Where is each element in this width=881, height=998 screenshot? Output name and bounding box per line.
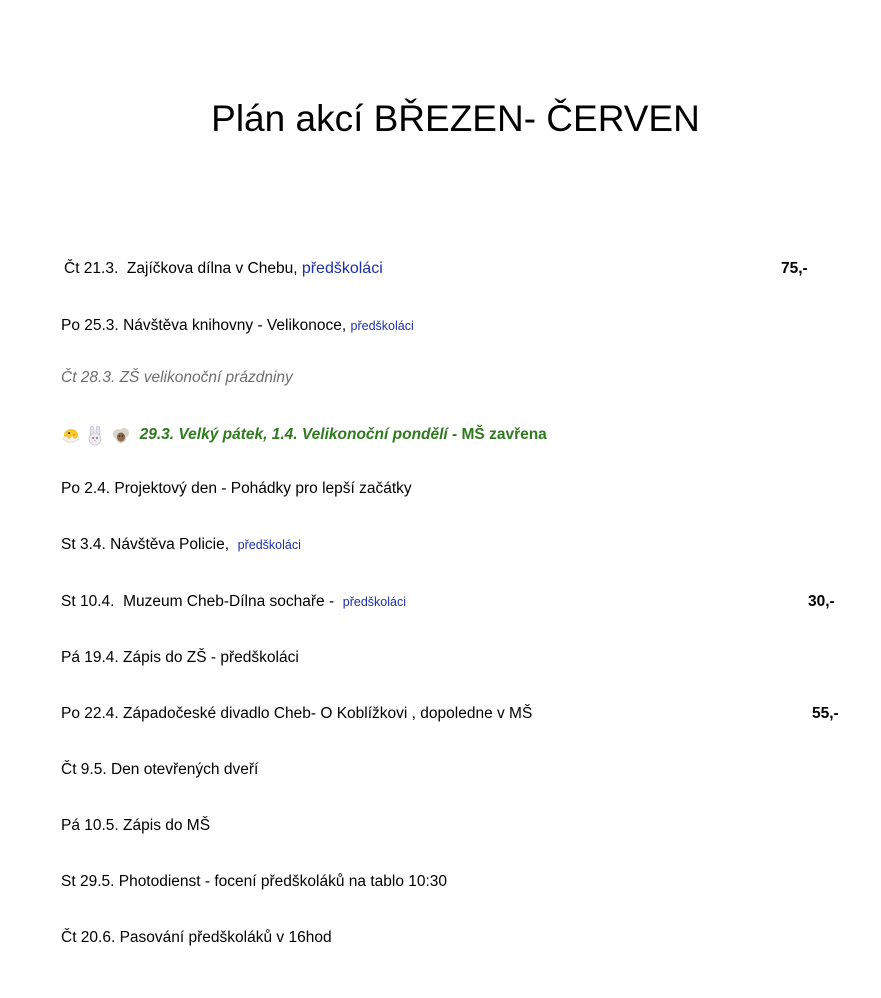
event-price: 75,- xyxy=(781,260,808,277)
sheep-icon xyxy=(110,426,132,446)
event-date: St 3.4. xyxy=(61,536,106,553)
event-price: 30,- xyxy=(808,593,835,610)
event-text: 29.3. Velký pátek, 1.4. Velikonoční pondělí - xyxy=(139,426,458,443)
event-item xyxy=(61,703,532,725)
easter-emojis xyxy=(61,425,132,445)
event-text: Návštěva knihovny - Velikonoce, xyxy=(123,317,347,334)
event-item xyxy=(64,258,383,280)
rabbit-icon xyxy=(85,426,105,446)
event-text: Čt 9.5. Den otevřených dveří xyxy=(61,761,259,778)
event-text: Pá 19.4. Zápis do ZŠ - předškoláci xyxy=(61,649,299,666)
event-item-holiday xyxy=(61,424,547,446)
event-text: Po 2.4. Projektový den - Pohádky pro lepší začátky xyxy=(61,480,412,497)
event-date: Po 25.3. xyxy=(61,317,119,334)
event-text: St 29.5. Photodienst - focení předškoláků na tablo 10:30 xyxy=(61,873,448,890)
event-date: St 10.4. xyxy=(61,593,115,610)
event-text: Pá 10.5. Zápis do MŠ xyxy=(61,817,211,834)
event-tag: předškoláci xyxy=(342,595,406,609)
event-item xyxy=(61,647,299,669)
event-item xyxy=(61,367,293,389)
event-item xyxy=(61,534,301,556)
event-item xyxy=(61,591,406,613)
page-title: Plán akcí BŘEZEN- ČERVEN xyxy=(211,98,700,139)
event-tag: předškoláci xyxy=(237,538,301,552)
event-text: Čt 28.3. ZŠ velikonoční prázdniny xyxy=(61,369,293,386)
event-date: Čt 21.3. xyxy=(64,260,119,277)
event-item xyxy=(61,815,210,837)
event-item xyxy=(61,759,258,781)
event-item xyxy=(61,315,414,337)
event-tag: předškoláci xyxy=(301,260,383,277)
event-text: Po 22.4. Západočeské divadlo Cheb- O Koblížkovi , dopoledne v MŠ xyxy=(61,705,533,722)
closed-notice: MŠ zavřena xyxy=(461,426,547,443)
event-item xyxy=(61,478,412,500)
event-text: Muzeum Cheb-Dílna sochaře - xyxy=(123,593,335,610)
chick-icon xyxy=(61,427,81,445)
event-item xyxy=(61,871,447,893)
event-price: 55,- xyxy=(812,705,839,722)
event-text: Čt 20.6. Pasování předškoláků v 16hod xyxy=(61,929,332,946)
event-item xyxy=(61,927,332,949)
event-tag: předškoláci xyxy=(350,319,414,333)
event-text: Návštěva Policie, xyxy=(110,536,230,553)
event-text: Zajíčkova dílna v Chebu, xyxy=(126,260,298,277)
